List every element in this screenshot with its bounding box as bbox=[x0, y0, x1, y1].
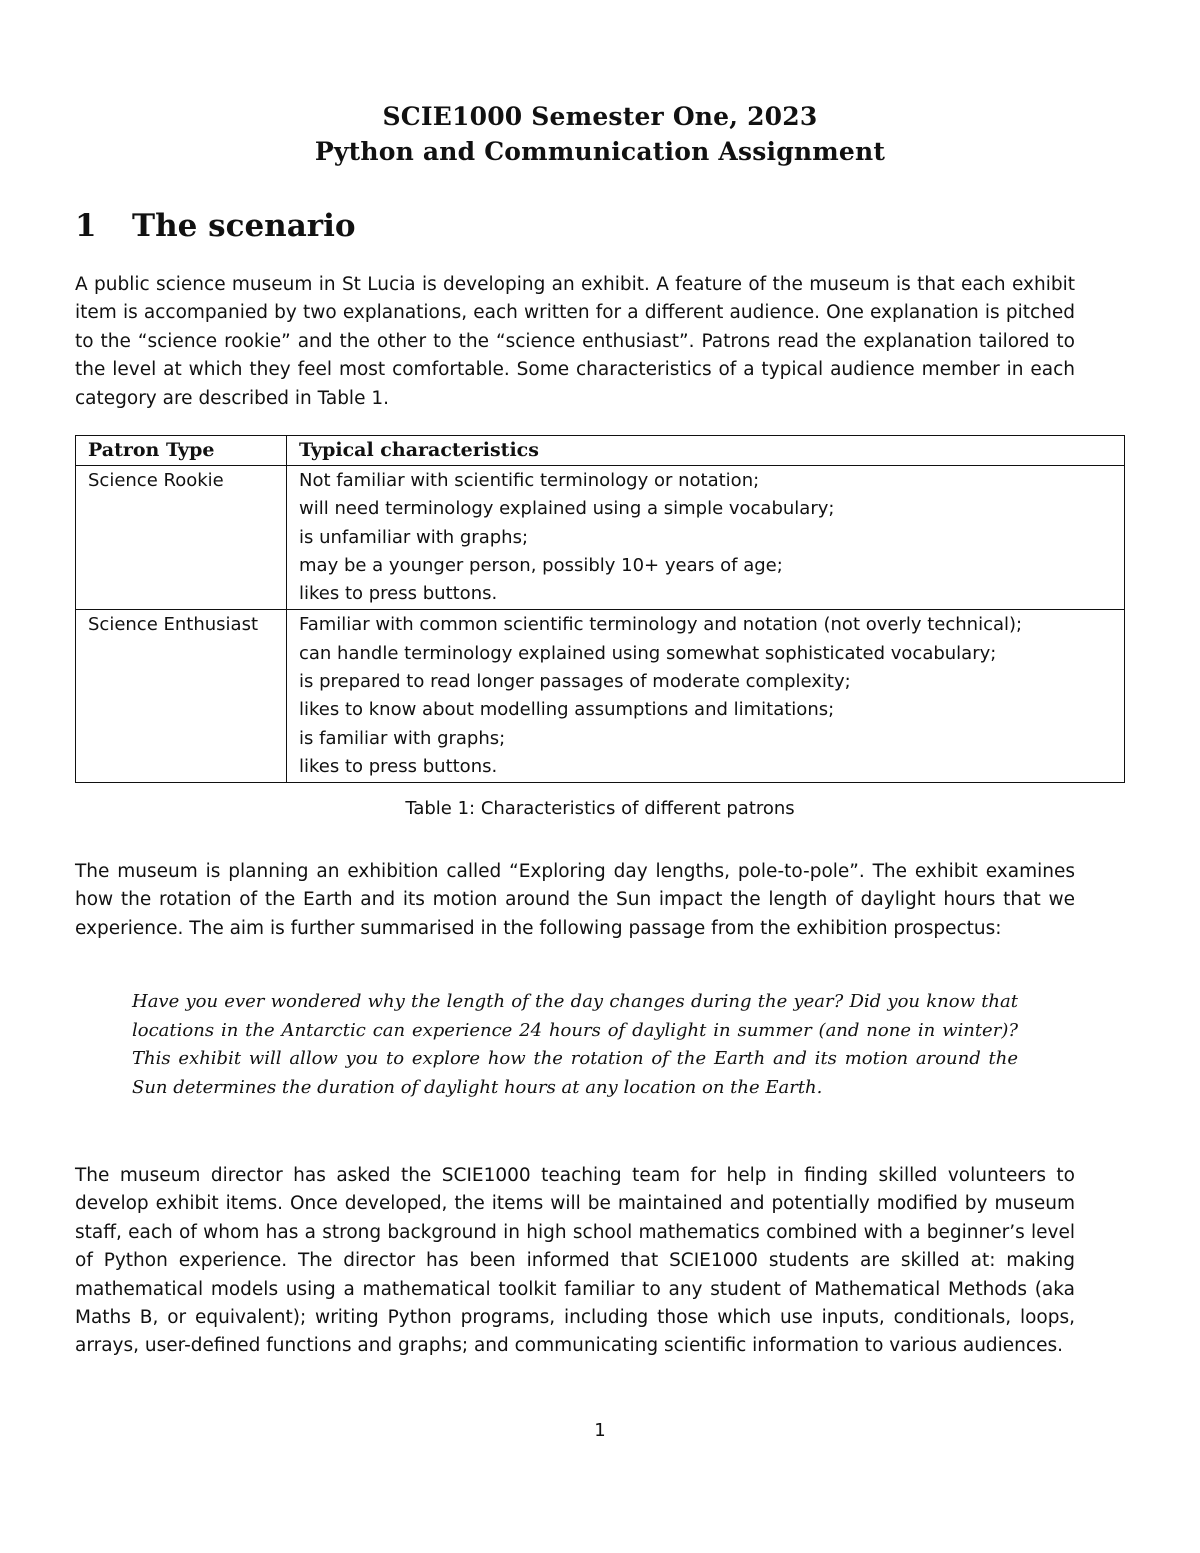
characteristics-cell bbox=[287, 466, 1125, 610]
director-paragraph: The museum director has asked the SCIE1000 teaching team for help in finding skilled volunteers to develop exhibit items. Once developed, the items will be maintained and potentially modified by museum staff, each of whom has a strong background in high school mathematics combined with a beginner’s level of Python experience. The director has been informed that SCIE1000 students are skilled at: making mathematical models using a mathematical toolkit familiar to any student of Mathematical Methods (aka Maths B, or equivalent); writing Python programs, including those which use inputs, conditionals, loops, arrays, user-defined functions and graphs; and communicating scientific information to various audiences. bbox=[75, 1165, 1075, 1357]
table-row bbox=[76, 466, 1125, 610]
document-subtitle: Python and Communication Assignment bbox=[314, 137, 886, 166]
characteristic-line: will need terminology explained using a simple vocabulary; bbox=[299, 498, 835, 520]
prospectus-quote: Have you ever wondered why the length of the day changes during the year? Did you know that locations in the Antarctic can experience 24 hours of daylight in summer (and none in winter)? This exhibit will allow you to explore how the rotation of the Earth and its motion around the Sun determines the duration of daylight hours at any location on the Earth. bbox=[132, 991, 1018, 1098]
intro-paragraph: A public science museum in St Lucia is developing an exhibit. A feature of the museum is that each exhibit item is accompanied by two explanations, each written for a different audience. One explanation is pitched to the “science rookie” and the other to the “science enthusiast”. Patrons read the explanation tailored to the level at which they feel most comfortable. Some characteristics of a typical audience member in each category are described in Table 1. bbox=[75, 274, 1075, 409]
characteristic-line: can handle terminology explained using somewhat sophisticated vocabulary; bbox=[299, 642, 997, 664]
exhibition-paragraph: The museum is planning an exhibition called “Exploring day lengths, pole-to-pole”. The exhibit examines how the rotation of the Earth and its motion around the Sun impact the length of daylight hours that we experience. The aim is further summarised in the following passage from the exhibition prospectus: bbox=[75, 861, 1075, 939]
patron-type-cell: Science Enthusiast bbox=[76, 610, 287, 783]
characteristic-line: likes to know about modelling assumptions and limitations; bbox=[299, 699, 835, 721]
characteristic-line: is unfamiliar with graphs; bbox=[299, 526, 529, 548]
section-number: 1 bbox=[75, 208, 97, 244]
characteristics-cell bbox=[287, 610, 1125, 783]
section-title: The scenario bbox=[132, 208, 356, 244]
characteristic-line: Familiar with common scientific terminology and notation (not overly technical); bbox=[299, 614, 1023, 636]
characteristic-line: likes to press buttons. bbox=[299, 583, 498, 605]
characteristic-line: is prepared to read longer passages of moderate complexity; bbox=[299, 671, 851, 693]
table-row bbox=[76, 610, 1125, 783]
table-caption: Table 1: Characteristics of different patrons bbox=[405, 798, 795, 819]
characteristic-line: likes to press buttons. bbox=[299, 755, 498, 777]
characteristic-line: Not familiar with scientific terminology or notation; bbox=[299, 470, 760, 491]
patron-table bbox=[75, 435, 1125, 783]
table-header-row bbox=[76, 436, 1125, 466]
table-header-patron-type: Patron Type bbox=[76, 436, 287, 466]
page-number: 1 bbox=[594, 1420, 606, 1441]
patron-type-cell: Science Rookie bbox=[76, 466, 287, 610]
table-header-characteristics: Typical characteristics bbox=[287, 436, 1125, 466]
characteristic-line: may be a younger person, possibly 10+ years of age; bbox=[299, 554, 783, 576]
document-title: SCIE1000 Semester One, 2023 bbox=[382, 102, 818, 131]
section-heading bbox=[75, 208, 356, 244]
characteristic-line: is familiar with graphs; bbox=[299, 727, 506, 749]
